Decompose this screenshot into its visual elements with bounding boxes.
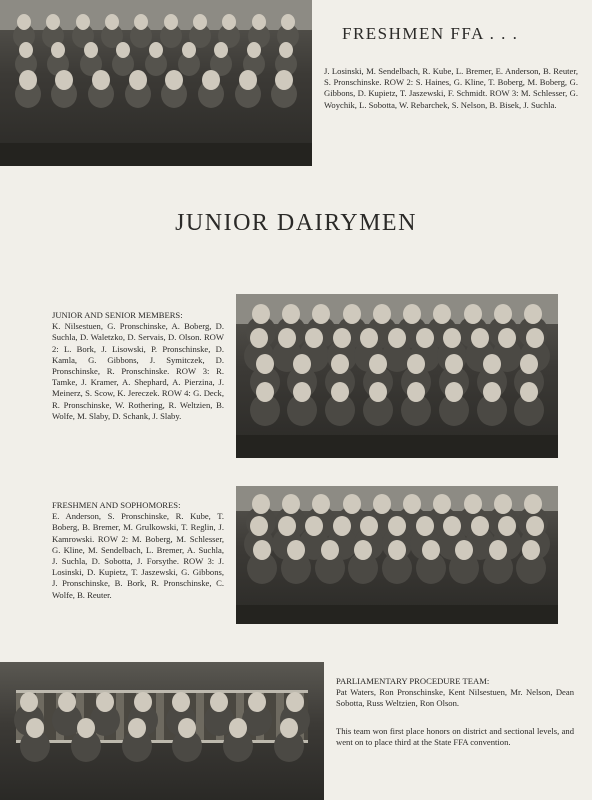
freshmen-sophomores-names: E. Anderson, S. Pronschinske, R. Kube, T. Boberg, B. Bremer, M. Grulkowski, T. Reglin, J. Kamrowski. ROW 2: M. Boberg, M. Schlesser, G. Kline, M. Sendelbach, L. Bremer, A. Suchla, J. Suchla, D. Sobotta, J. Forsythe. ROW 3: J. Losinski, D. Kupietz, T. Jaszewski, G. Gibbons, J. Pronschinske, B. Bork, R. Pronschinske, C. Wolfe, B. Reuter. — [52, 511, 224, 600]
freshmen-ffa-caption: J. Losinski, M. Sendelbach, R. Kube, L. Bremer, E. Anderson, B. Reuter, S. Pronschinske. ROW 2: S. Haines, G. Kline, T. Boberg, M. Boberg, G. Gibbons, D. Kupietz, T. Jaszewski, F. Schmidt. ROW 3: M. Schlesser, G. Woychik, L. Sobotta, W. Rebarchek, S. Nelson, B. Bisek, J. Suchla. — [324, 66, 578, 110]
parliamentary-team — [336, 676, 574, 710]
junior-senior-photo — [236, 294, 558, 458]
freshmen-ffa-title: FRESHMEN FFA . . . — [342, 24, 519, 43]
junior-senior-names: K. Nilsestuen, G. Pronschinske, A. Boberg, D. Suchla, D. Waletzko, D. Servais, D. Olson. ROW 2: L. Bork, J. Lisowski, P. Pronschinske, D. Kamla, G. Gibbons, J. Symitczek, D. Pronschinske, R. Pronschinske. ROW 3: R. Tamke, J. Kramer, A. Shephard, A. Pierzina, J. Meinerz, S. Scow, K. Jereczek. ROW 4: G. Deck, R. Pronschinske, W. Rothering, R. Weltzien, B. Wolfe, M. Slaby, D. Schank, J. Slaby. — [52, 321, 224, 421]
parliamentary-heading: PARLIAMENTARY PROCEDURE TEAM: — [336, 676, 490, 686]
freshmen-sophomores-heading: FRESHMEN AND SOPHOMORES: — [52, 500, 181, 510]
freshmen-sophomores-caption — [52, 500, 224, 601]
parliamentary-caption — [336, 676, 574, 748]
junior-dairymen-title: JUNIOR DAIRYMEN — [175, 210, 417, 236]
junior-senior-heading: JUNIOR AND SENIOR MEMBERS: — [52, 310, 183, 320]
parliamentary-members: Pat Waters, Ron Pronschinske, Kent Nilsestuen, Mr. Nelson, Dean Sobotta, Russ Weltzien, Ron Olson. — [336, 687, 574, 709]
freshmen-ffa-photo — [0, 0, 312, 166]
junior-senior-caption — [52, 310, 224, 422]
freshmen-sophomores-photo — [236, 486, 558, 624]
parliamentary-photo — [0, 662, 324, 800]
parliamentary-note: This team won first place honors on district and sectional levels, and went on to place third at the State FFA convention. — [336, 725, 574, 747]
